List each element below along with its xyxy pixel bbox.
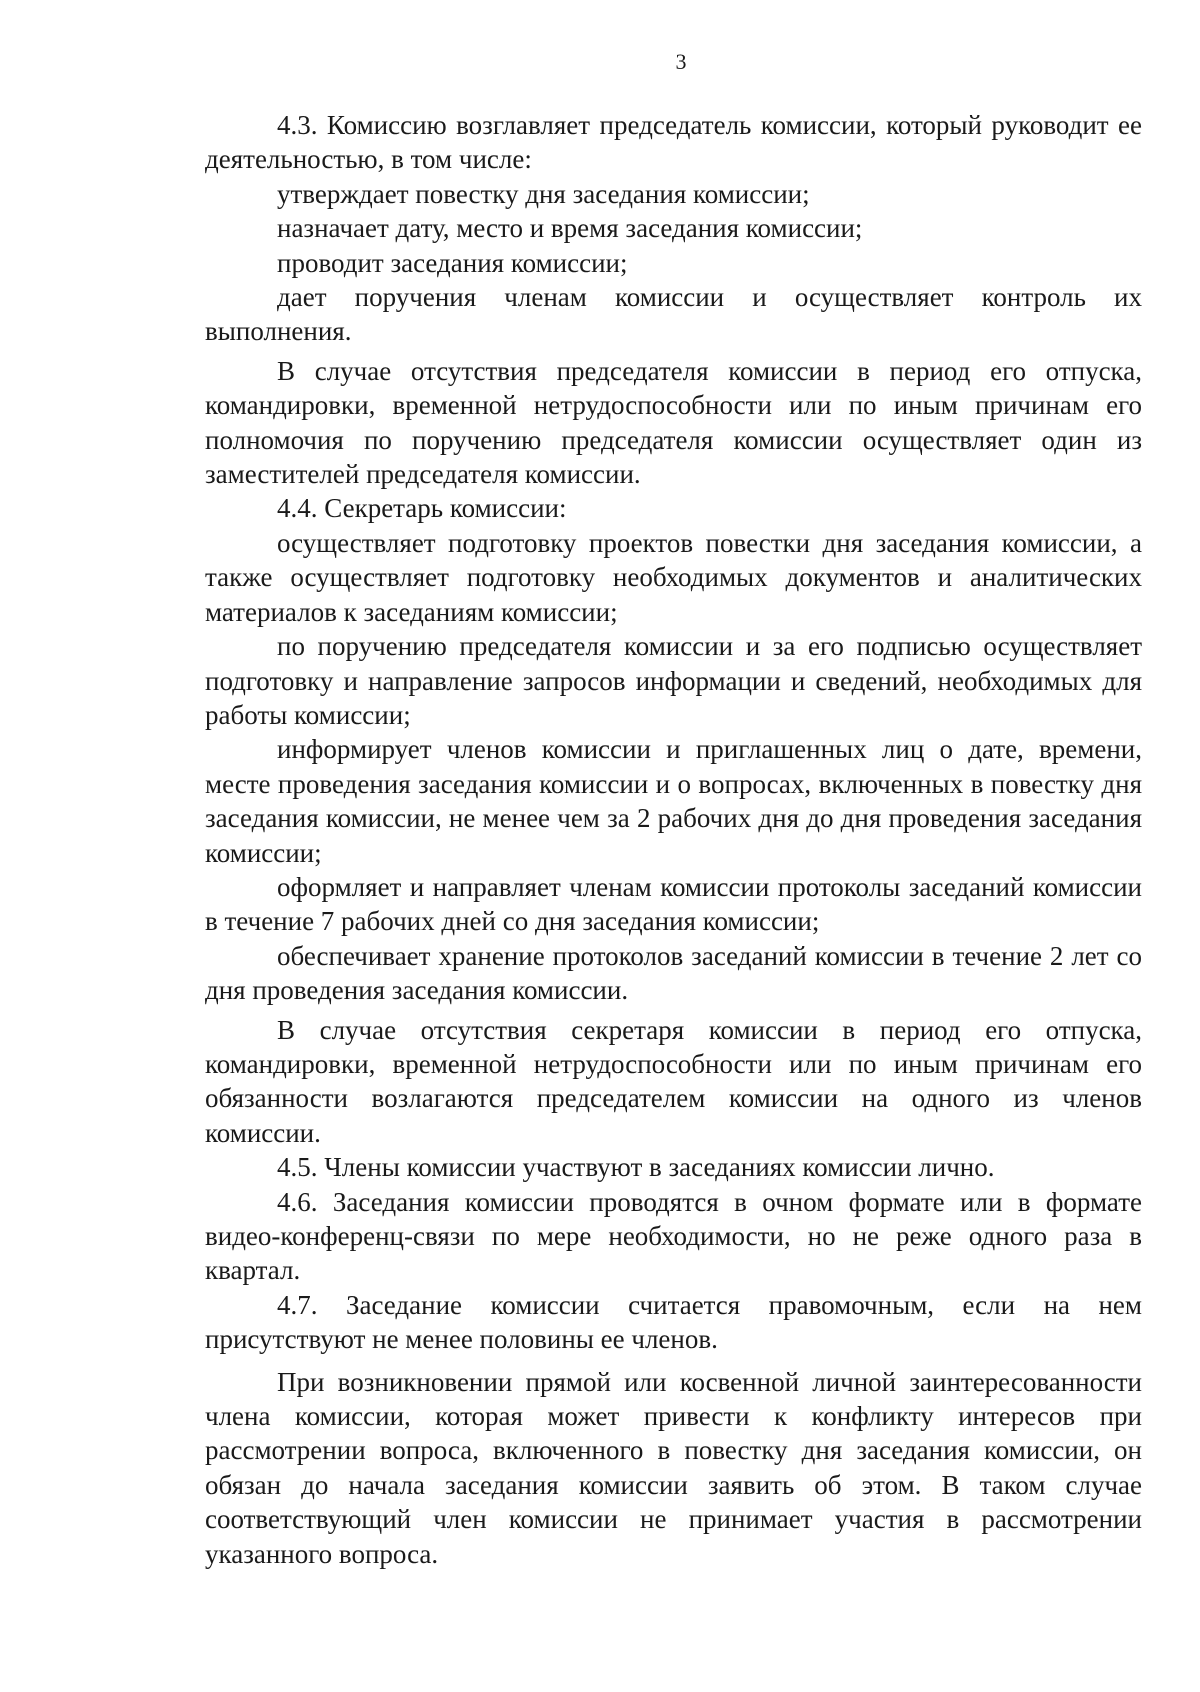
paragraph-4-6: 4.6. Заседания комиссии проводятся в очном формате или в формате видео-конференц-связи по мере необходимости, но не реже одного раза в квартал.	[205, 1186, 1142, 1286]
paragraph-chair-absence: В случае отсутствия председателя комиссии в период его отпуска, командировки, временной нетрудоспособности или по иным причинам его полномочия по поручению председателя комиссии осуществляет один из заместителей председателя комиссии.	[205, 355, 1142, 490]
list-item-date-place: назначает дату, место и время заседания комиссии;	[277, 213, 863, 244]
list-item-storage: обеспечивает хранение протоколов заседаний комиссии в течение 2 лет со дня проведения заседания комиссии.	[205, 940, 1142, 1006]
page-number: 3	[675, 49, 687, 74]
list-item-informs: информирует членов комиссии и приглашенных лиц о дате, времени, месте проведения заседания комиссии и о вопросах, включенных в повестку дня заседания комиссии, не менее чем за 2 рабочих дня до дня проведения заседания комиссии;	[205, 734, 1142, 868]
paragraph-4-4: 4.4. Секретарь комиссии:	[277, 493, 567, 524]
list-item-agenda: утверждает повестку дня заседания комиссии;	[277, 178, 810, 209]
list-item-protocols: оформляет и направляет членам комиссии протоколы заседаний комиссии в течение 7 рабочих дней со дня заседания комиссии;	[205, 871, 1142, 937]
paragraph-4-7: 4.7. Заседание комиссии считается правомочным, если на нем присутствуют не менее половины ее членов.	[205, 1289, 1142, 1355]
paragraph-secretary-absence: В случае отсутствия секретаря комиссии в период его отпуска, командировки, временной нетрудоспособности или по иным причинам его обязанности возлагаются председателем комиссии на одного из членов комиссии.	[205, 1014, 1142, 1148]
list-item-conducts: проводит заседания комиссии;	[277, 247, 628, 278]
paragraph-conflict-of-interest: При возникновении прямой или косвенной личной заинтересованности члена комиссии, которая может привести к конфликту интересов при рассмотрении вопроса, включенного в повестку дня заседания комиссии, он обязан до начала заседания комиссии заявить об этом. В таком случае соответствующий член комиссии не принимает участия в рассмотрении указанного вопроса.	[205, 1366, 1142, 1569]
list-item-instructions: дает поручения членам комиссии и осуществляет контроль их выполнения.	[205, 282, 1142, 347]
document-body	[205, 108, 1142, 1571]
paragraph-4-3: 4.3. Комиссию возглавляет председатель комиссии, который руководит ее деятельностью, в том числе:	[205, 110, 1142, 175]
paragraph-4-5: 4.5. Члены комиссии участвуют в заседаниях комиссии лично.	[277, 1152, 995, 1183]
list-item-requests: по поручению председателя комиссии и за его подписью осуществляет подготовку и направление запросов информации и сведений, необходимых для работы комиссии;	[205, 631, 1142, 730]
list-item-prepares-agenda: осуществляет подготовку проектов повестки дня заседания комиссии, а также осуществляет подготовку необходимых документов и аналитических материалов к заседаниям комиссии;	[205, 527, 1142, 627]
